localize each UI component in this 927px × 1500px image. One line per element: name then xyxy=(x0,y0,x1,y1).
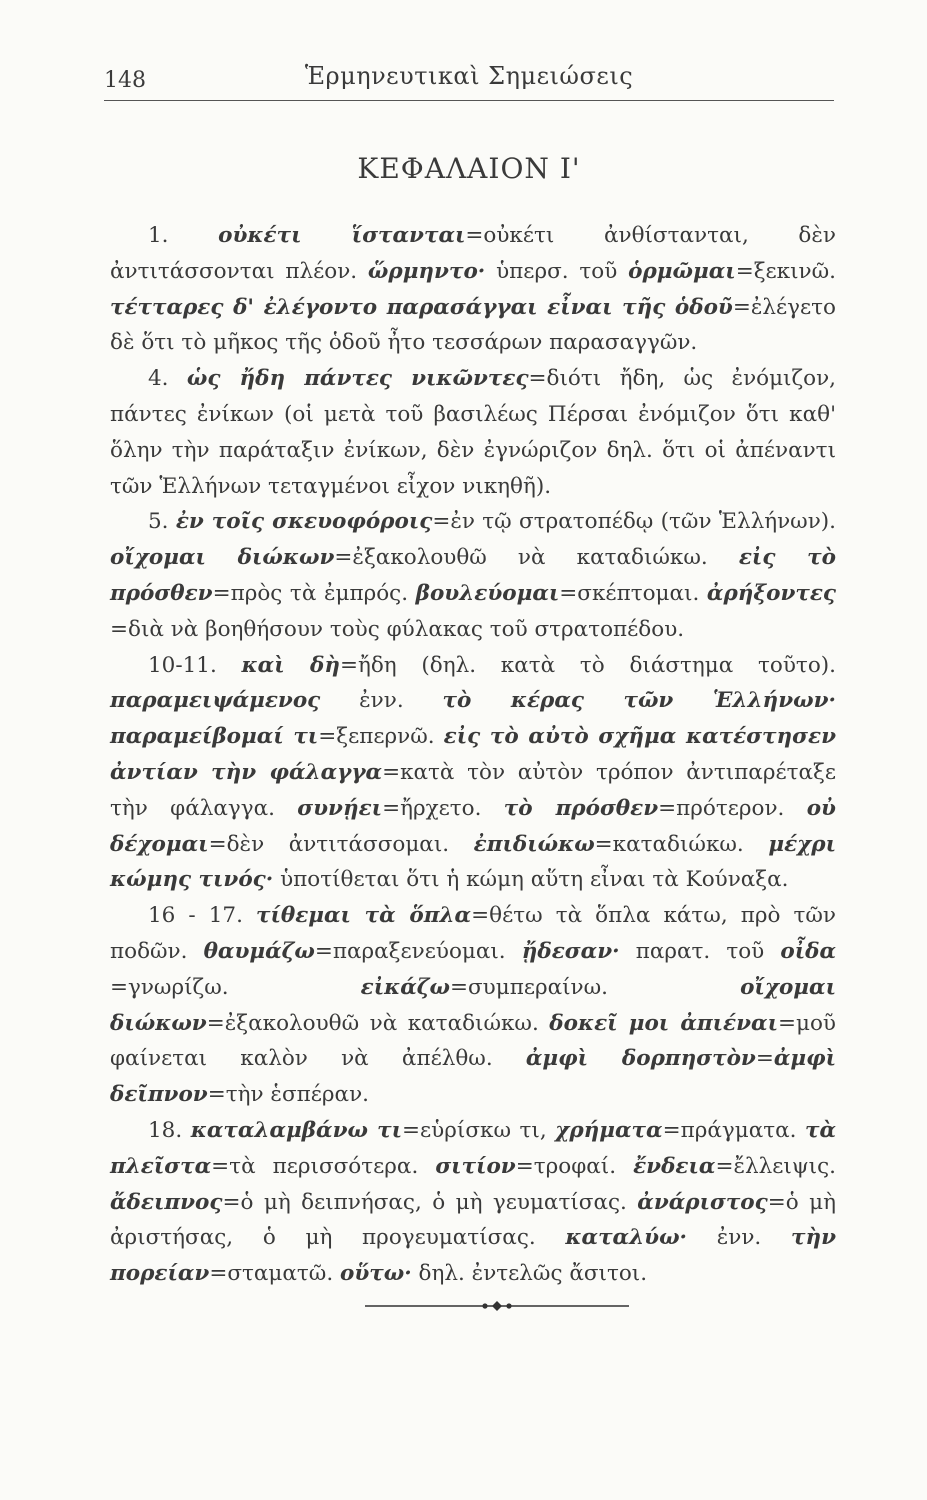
lemma-term: ἄδειπνος xyxy=(110,1189,223,1215)
lemma-term: δοκεῖ μοι ἀπιέναι xyxy=(549,1010,778,1036)
gloss-text: =ἐλέγετο δὲ ὅτι τὸ μῆκος τῆς ὁδοῦ ἦτο τεσσάρων παρασαγγῶν. xyxy=(110,294,836,356)
lemma-term: ἀρήξοντες xyxy=(706,580,837,606)
lemma-term: συνῄει xyxy=(297,795,383,821)
gloss-text: =σκέπτομαι. xyxy=(559,580,707,606)
lemma-term: ὁρμῶμαι xyxy=(628,258,736,284)
lemma-term: τὸ πρόσθεν xyxy=(503,795,659,821)
lemma-term: καὶ δὴ xyxy=(241,652,340,678)
lemma-term: οὐ δέχομαι xyxy=(110,795,836,857)
lemma-term: οὕτω· xyxy=(340,1261,412,1287)
lemma-term: ἔνδεια xyxy=(633,1153,716,1179)
gloss-text: ἐνν. xyxy=(687,1225,791,1251)
gloss-text: =ὁ μὴ ἀριστήσας, ὁ μὴ προγευματίσας. xyxy=(110,1189,836,1251)
commentary-paragraph xyxy=(110,648,836,899)
gloss-text: =σταματῶ. xyxy=(209,1261,341,1287)
lemma-term: ἀμφὶ δεῖπνον xyxy=(110,1046,836,1108)
running-title: Ἑρμηνευτικαὶ Σημειώσεις xyxy=(304,62,634,90)
gloss-text: 16 - 17. xyxy=(148,903,256,929)
commentary-paragraph xyxy=(110,1113,836,1292)
commentary-paragraph xyxy=(110,504,836,647)
gloss-text: =δὲν ἀντιτάσσομαι. xyxy=(208,831,474,857)
lemma-term: τὸ κέρας τῶν Ἑλλήνων· παραμείβομαί τι xyxy=(110,688,836,750)
lemma-term: σιτίον xyxy=(435,1153,516,1179)
lemma-term: εἰς τὸ πρόσθεν xyxy=(110,545,836,606)
gloss-text: =ἔλλειψις. xyxy=(715,1153,836,1179)
gloss-text: =τὰ περισσότερα. xyxy=(211,1153,436,1179)
gloss-text: =πρὸς τὰ ἐμπρός. xyxy=(212,580,416,606)
gloss-text: ὑποτίθεται ὅτι ἡ κώμη αὕτη εἶναι τὰ Κούναξα. xyxy=(273,867,789,893)
gloss-text: =τροφαί. xyxy=(515,1153,634,1179)
gloss-text: = xyxy=(755,1046,774,1072)
lemma-term: οἶδα xyxy=(780,938,836,964)
end-ornament-rule xyxy=(365,1300,629,1312)
lemma-term: οὐκέτι ἵστανται xyxy=(218,223,466,248)
commentary-paragraph xyxy=(110,218,836,361)
lemma-term: μέχρι κώμης τινός· xyxy=(110,831,836,893)
gloss-text: =ἐξακολουθῶ νὰ καταδιώκω. xyxy=(334,545,739,571)
lemma-term: ᾔδεσαν· xyxy=(521,938,620,964)
lemma-term: ἐν τοῖς σκευοφόροις xyxy=(175,509,433,535)
gloss-text: =τὴν ἑσπέραν. xyxy=(207,1082,369,1108)
gloss-text: =παραξενεύομαι. xyxy=(314,938,522,964)
gloss-text: =πρότερον. xyxy=(658,795,807,821)
lemma-term: ἐπιδιώκω xyxy=(473,831,595,857)
lemma-term: τέτταρες δ' ἐλέγοντο παρασάγγαι εἶναι τῆς ὁδοῦ xyxy=(110,294,733,320)
gloss-text: 5. xyxy=(148,509,176,535)
gloss-text: =ξεκινῶ. xyxy=(735,258,836,284)
gloss-text: =κατὰ τὸν αὐτὸν τρόπον ἀντιπαρέταξε τὴν φάλαγγα. xyxy=(110,759,836,821)
gloss-text: =ξεπερνῶ. xyxy=(318,724,444,750)
lemma-term: τίθεμαι τὰ ὅπλα xyxy=(256,903,472,929)
page-number: 148 xyxy=(104,68,146,93)
lemma-term: τὴν πορείαν xyxy=(110,1225,836,1287)
gloss-text: =ὁ μὴ δειπνήσας, ὁ μὴ γευματίσας. xyxy=(222,1189,638,1215)
gloss-text: δηλ. ἐντελῶς ἄσιτοι. xyxy=(411,1261,648,1287)
lemma-term: ἀνάριστος xyxy=(637,1189,768,1215)
gloss-text: =ἤρχετο. xyxy=(382,795,504,821)
gloss-text: =καταδιώκω. xyxy=(594,831,769,857)
gloss-text: =συμπεραίνω. xyxy=(449,974,741,1000)
gloss-text: ἐνν. xyxy=(320,688,443,714)
gloss-text: =εὑρίσκω τι, xyxy=(402,1117,556,1143)
gloss-text: 1. xyxy=(148,223,219,248)
lemma-term: ὡς ἤδη πάντες νικῶντες xyxy=(186,366,529,392)
gloss-text: =οὐκέτι ἀνθίστανται, δὲν ἀντιτάσσονται πλέον. xyxy=(110,223,836,284)
lemma-term: βουλεύομαι xyxy=(415,580,560,606)
gloss-text: =διότι ἤδη, ὡς ἐνόμιζον, πάντες ἐνίκων (οἱ μετὰ τοῦ βασιλέως Πέρσαι ἐνόμιζον ὅτι καθ' ὅλην τὴν παράταξιν ἐνίκων, δὲν ἐγνώριζον δηλ. ὅτι οἱ ἀπέναντι τῶν Ἑλλήνων τεταγμένοι εἶχον νικηθῆ). xyxy=(110,366,836,499)
lemma-term: χρήματα xyxy=(555,1117,663,1143)
commentary-paragraph xyxy=(110,898,836,1113)
gloss-text: 10-11. xyxy=(148,652,242,678)
lemma-term: ὥρμηντο· xyxy=(367,258,486,284)
lemma-term: παραμειψάμενος xyxy=(110,688,321,714)
commentary-body xyxy=(110,218,836,1292)
gloss-text: =γνωρίζω. xyxy=(110,974,361,1000)
gloss-text: =πράγματα. xyxy=(662,1117,806,1143)
gloss-text: =διὰ νὰ βοηθήσουν τοὺς φύλακας τοῦ στρατοπέδου. xyxy=(110,616,685,642)
gloss-text: =ἐξακολουθῶ νὰ καταδιώκω. xyxy=(206,1010,550,1036)
lemma-term: καταλαμβάνω τι xyxy=(190,1117,403,1143)
gloss-text: 4. xyxy=(148,366,187,392)
gloss-text: 18. xyxy=(148,1117,191,1143)
gloss-text: =θέτω τὰ ὅπλα κάτω, πρὸ τῶν ποδῶν. xyxy=(110,903,836,964)
gloss-text: ὑπερσ. τοῦ xyxy=(485,258,629,284)
lemma-term: οἴχομαι διώκων xyxy=(110,545,335,571)
chapter-title: ΚΕΦΑΛΑΙΟΝ Ι' xyxy=(357,152,581,185)
gloss-text: =μοῦ φαίνεται καλὸν νὰ ἀπέλθω. xyxy=(110,1010,836,1072)
lemma-term: ἀμφὶ δορπηστὸν xyxy=(525,1046,756,1072)
lemma-term: εἰκάζω xyxy=(360,974,450,1000)
commentary-paragraph xyxy=(110,361,836,504)
gloss-text: =ἤδη (δηλ. κατὰ τὸ διάστημα τοῦτο). xyxy=(339,652,836,678)
lemma-term: καταλύω· xyxy=(565,1225,688,1251)
lemma-term: οἴχομαι διώκων xyxy=(110,974,836,1036)
gloss-text: παρατ. τοῦ xyxy=(619,938,781,964)
lemma-term: τὰ πλεῖστα xyxy=(110,1117,837,1179)
lemma-term: εἰς τὸ αὐτὸ σχῆμα κατέστησεν ἀντίαν τὴν φάλαγγα xyxy=(110,724,836,785)
lemma-term: θαυμάζω xyxy=(203,938,315,964)
page-header xyxy=(104,60,834,101)
gloss-text: =ἐν τῷ στρατοπέδῳ (τῶν Ἑλλήνων). xyxy=(432,509,836,535)
